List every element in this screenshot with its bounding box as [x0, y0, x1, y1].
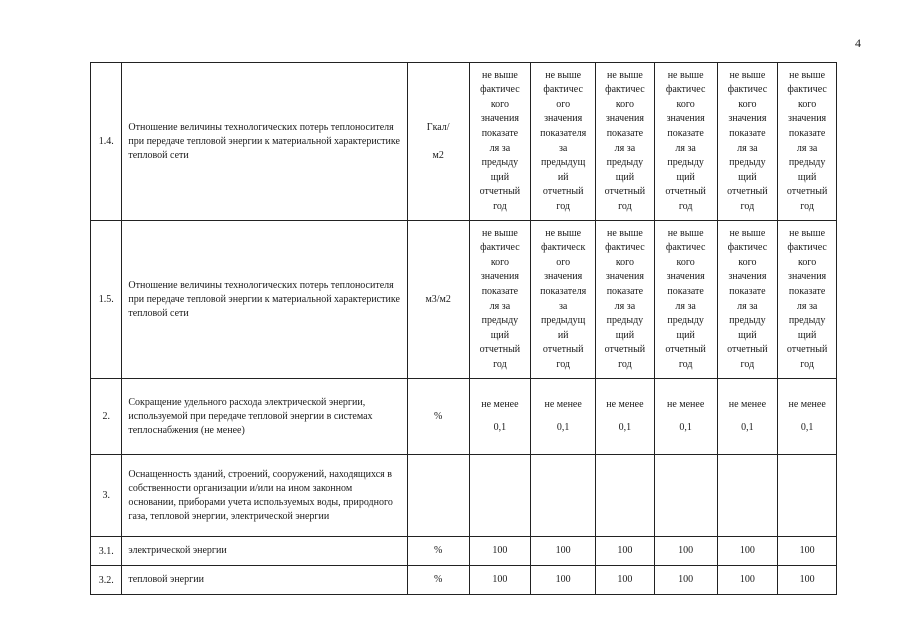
- indicator-name: электрической энергии: [122, 537, 407, 566]
- value-cell: [596, 537, 655, 566]
- value-text: щий: [676, 171, 695, 183]
- value-text: ого: [556, 98, 571, 110]
- indicator-name: Оснащенность зданий, строений, сооружений, находящихся в собственности организации и/или на ином законном основании, приборами учета используемых воды, природного газа, тепловой энергии, электрической энергии: [122, 455, 407, 537]
- value-text: не выше: [789, 69, 826, 81]
- value-cell: [469, 455, 531, 537]
- value-cell: [469, 566, 531, 595]
- page-number: 4: [855, 36, 861, 50]
- value-text: фактичес: [605, 84, 645, 96]
- value-text: 0,1: [679, 421, 692, 433]
- value-text: значения: [605, 271, 644, 283]
- value-cell: [531, 379, 596, 455]
- value-text: за: [558, 300, 568, 312]
- value-text: не выше: [481, 227, 518, 239]
- value-text: ля за: [737, 300, 758, 312]
- value-text: отчетный: [786, 186, 828, 198]
- value-text: значения: [666, 271, 705, 283]
- value-text: предыду: [729, 315, 766, 327]
- value-text: кого: [615, 256, 635, 268]
- value-text: ля за: [614, 142, 636, 154]
- value-text: отчетный: [542, 186, 584, 198]
- table-row: [91, 455, 837, 537]
- value-cell: [531, 537, 596, 566]
- value-cell: [717, 455, 778, 537]
- value-text: не выше: [545, 69, 582, 81]
- value-text: значения: [605, 113, 644, 125]
- value-text: фактичес: [480, 242, 520, 254]
- value-text: не менее: [788, 398, 826, 410]
- value-text: 100: [555, 544, 571, 556]
- value-text: кого: [676, 256, 695, 268]
- value-text: кого: [615, 98, 635, 110]
- value-cell: [717, 63, 778, 221]
- value-cell: [654, 537, 717, 566]
- value-text: значения: [788, 271, 827, 283]
- unit-cell: [407, 221, 469, 379]
- value-text: значения: [666, 113, 705, 125]
- value-text: щий: [738, 329, 757, 341]
- row-number: 3.2.: [91, 566, 122, 595]
- value-text: значения: [480, 113, 519, 125]
- value-text: фактичес: [480, 84, 520, 96]
- value-text: отчетный: [604, 186, 646, 198]
- value-text: показате: [729, 127, 766, 139]
- value-text: предыдущ: [541, 157, 586, 169]
- value-text: 0,1: [618, 421, 632, 433]
- value-cell: [596, 566, 655, 595]
- value-text: предыду: [788, 315, 826, 327]
- table-row: [91, 379, 837, 455]
- value-text: показате: [606, 285, 644, 297]
- unit-text: м2: [432, 149, 444, 161]
- value-text: значения: [544, 113, 583, 125]
- value-text: кого: [676, 98, 695, 110]
- value-text: 0,1: [741, 421, 754, 433]
- value-text: год: [556, 200, 570, 212]
- value-text: фактичес: [787, 84, 827, 96]
- value-text: 0,1: [556, 421, 570, 433]
- value-text: ля за: [796, 142, 818, 154]
- value-text: кого: [738, 256, 757, 268]
- value-text: предыду: [606, 315, 644, 327]
- value-cell: [778, 455, 837, 537]
- value-cell: [654, 379, 717, 455]
- value-text: год: [740, 200, 755, 212]
- value-text: предыду: [481, 315, 519, 327]
- value-cell: [778, 63, 837, 221]
- value-cell: [469, 379, 531, 455]
- value-text: отчетный: [665, 186, 706, 198]
- indicator-name: Сокращение удельного расхода электрической энергии, используемой при передаче тепловой энергии в системах теплоснабжения (не менее): [122, 379, 407, 455]
- value-text: фактичес: [665, 84, 706, 96]
- value-cell: [717, 379, 778, 455]
- unit-text: %: [434, 410, 443, 422]
- value-text: 100: [492, 544, 508, 556]
- value-cell: [596, 379, 655, 455]
- value-cell: [654, 221, 717, 379]
- value-cell: [469, 63, 531, 221]
- value-text: показате: [788, 285, 826, 297]
- value-cell: [778, 221, 837, 379]
- unit-text: м3/м2: [425, 293, 451, 305]
- value-text: 100: [492, 573, 508, 585]
- unit-cell: [407, 63, 469, 221]
- value-text: показате: [481, 285, 519, 297]
- value-text: фактичес: [543, 84, 583, 96]
- value-text: отчетный: [727, 344, 768, 356]
- indicator-name: Отношение величины технологических потерь теплоносителя при передаче тепловой энергии к материальной характеристике тепловой сети: [122, 63, 407, 221]
- value-text: год: [800, 200, 814, 212]
- value-text: показате: [729, 285, 766, 297]
- value-cell: [778, 566, 837, 595]
- value-text: щий: [797, 171, 817, 183]
- value-text: 100: [799, 573, 815, 585]
- value-text: год: [493, 200, 507, 212]
- value-cell: [654, 63, 717, 221]
- table-row: [91, 566, 837, 595]
- value-text: 0,1: [493, 421, 507, 433]
- value-text: не выше: [729, 227, 766, 239]
- value-text: щий: [797, 329, 817, 341]
- value-cell: [654, 455, 717, 537]
- value-text: ля за: [675, 142, 696, 154]
- value-text: фактическ: [540, 242, 586, 254]
- value-cell: [596, 455, 655, 537]
- table-row: [91, 63, 837, 221]
- value-text: отчетный: [542, 344, 584, 356]
- value-text: ий: [557, 171, 569, 183]
- value-text: год: [618, 200, 632, 212]
- row-number: 1.4.: [91, 63, 122, 221]
- value-text: щий: [490, 329, 510, 341]
- value-text: предыду: [667, 315, 704, 327]
- value-text: 0,1: [800, 421, 814, 433]
- value-text: ля за: [796, 300, 818, 312]
- value-text: предыду: [606, 157, 644, 169]
- value-text: не менее: [606, 398, 644, 410]
- value-text: предыдущ: [541, 315, 586, 327]
- value-text: кого: [798, 256, 817, 268]
- value-text: не выше: [667, 69, 704, 81]
- value-cell: [531, 566, 596, 595]
- value-text: 100: [617, 544, 633, 556]
- value-text: отчетный: [479, 186, 521, 198]
- value-cell: [717, 221, 778, 379]
- value-text: предыду: [788, 157, 826, 169]
- value-text: 100: [739, 544, 755, 556]
- value-text: предыду: [729, 157, 766, 169]
- value-cell: [717, 537, 778, 566]
- value-cell: [717, 566, 778, 595]
- value-text: щий: [490, 171, 510, 183]
- value-text: показателя: [540, 285, 587, 297]
- row-number: 2.: [91, 379, 122, 455]
- value-text: щий: [738, 171, 757, 183]
- value-text: год: [556, 358, 570, 370]
- value-text: щий: [615, 329, 635, 341]
- value-text: не выше: [606, 227, 643, 239]
- table-row: [91, 537, 837, 566]
- value-text: ля за: [489, 142, 511, 154]
- value-cell: [531, 455, 596, 537]
- unit-text: Гкал/: [426, 121, 450, 133]
- value-text: не выше: [481, 69, 518, 81]
- value-text: год: [493, 358, 507, 370]
- value-text: год: [800, 358, 814, 370]
- value-text: предыду: [667, 157, 704, 169]
- value-text: предыду: [481, 157, 519, 169]
- row-number: 3.: [91, 455, 122, 537]
- value-cell: [596, 221, 655, 379]
- unit-cell: [407, 379, 469, 455]
- value-text: 100: [555, 573, 571, 585]
- value-text: не выше: [606, 69, 643, 81]
- row-number: 3.1.: [91, 537, 122, 566]
- value-cell: [469, 221, 531, 379]
- value-text: фактичес: [727, 242, 768, 254]
- value-text: значения: [480, 271, 519, 283]
- value-text: отчетный: [665, 344, 706, 356]
- value-text: ий: [557, 329, 569, 341]
- value-cell: [531, 221, 596, 379]
- value-text: 100: [739, 573, 755, 585]
- value-text: 100: [678, 573, 694, 585]
- value-cell: [596, 63, 655, 221]
- value-text: фактичес: [727, 84, 768, 96]
- value-text: показате: [481, 127, 519, 139]
- unit-cell: [407, 455, 469, 537]
- value-text: ля за: [675, 300, 696, 312]
- value-text: год: [618, 358, 632, 370]
- unit-cell: [407, 566, 469, 595]
- table-row: [91, 221, 837, 379]
- value-text: ля за: [614, 300, 636, 312]
- value-text: год: [678, 358, 693, 370]
- value-text: за: [558, 142, 568, 154]
- unit-text: %: [434, 545, 443, 556]
- indicators-table: [90, 62, 837, 595]
- value-text: фактичес: [787, 242, 827, 254]
- value-text: щий: [676, 329, 695, 341]
- indicator-name: тепловой энергии: [122, 566, 407, 595]
- value-cell: [654, 566, 717, 595]
- value-text: отчетный: [727, 186, 768, 198]
- value-text: не выше: [545, 227, 582, 239]
- value-text: год: [678, 200, 693, 212]
- value-text: щий: [615, 171, 635, 183]
- value-text: 100: [678, 544, 694, 556]
- value-text: показате: [606, 127, 644, 139]
- value-text: не выше: [729, 69, 766, 81]
- value-text: кого: [490, 256, 510, 268]
- value-text: фактичес: [665, 242, 706, 254]
- value-text: фактичес: [605, 242, 645, 254]
- value-text: не менее: [728, 398, 767, 410]
- value-text: ого: [556, 256, 571, 268]
- value-text: значения: [728, 271, 767, 283]
- value-cell: [469, 537, 531, 566]
- value-text: не менее: [666, 398, 705, 410]
- value-text: не выше: [789, 227, 826, 239]
- unit-cell: [407, 537, 469, 566]
- value-text: показате: [667, 127, 704, 139]
- value-cell: [778, 379, 837, 455]
- value-text: показате: [788, 127, 826, 139]
- indicator-name: Отношение величины технологических потерь теплоносителя при передаче тепловой энергии к материальной характеристике тепловой сети: [122, 221, 407, 379]
- value-text: значения: [728, 113, 767, 125]
- value-cell: [531, 63, 596, 221]
- value-text: ля за: [489, 300, 511, 312]
- value-text: не выше: [667, 227, 704, 239]
- value-text: не менее: [544, 398, 582, 410]
- value-text: отчетный: [604, 344, 646, 356]
- value-text: показателя: [540, 127, 587, 139]
- value-text: не менее: [481, 398, 519, 410]
- value-text: кого: [798, 98, 817, 110]
- value-cell: [778, 537, 837, 566]
- row-number: 1.5.: [91, 221, 122, 379]
- value-text: показате: [667, 285, 704, 297]
- value-text: 100: [617, 573, 633, 585]
- value-text: отчетный: [479, 344, 521, 356]
- value-text: 100: [799, 544, 815, 556]
- value-text: кого: [738, 98, 757, 110]
- unit-text: %: [434, 574, 443, 585]
- value-text: кого: [490, 98, 510, 110]
- value-text: отчетный: [786, 344, 828, 356]
- value-text: год: [740, 358, 755, 370]
- value-text: значения: [544, 271, 583, 283]
- value-text: значения: [788, 113, 827, 125]
- value-text: ля за: [737, 142, 758, 154]
